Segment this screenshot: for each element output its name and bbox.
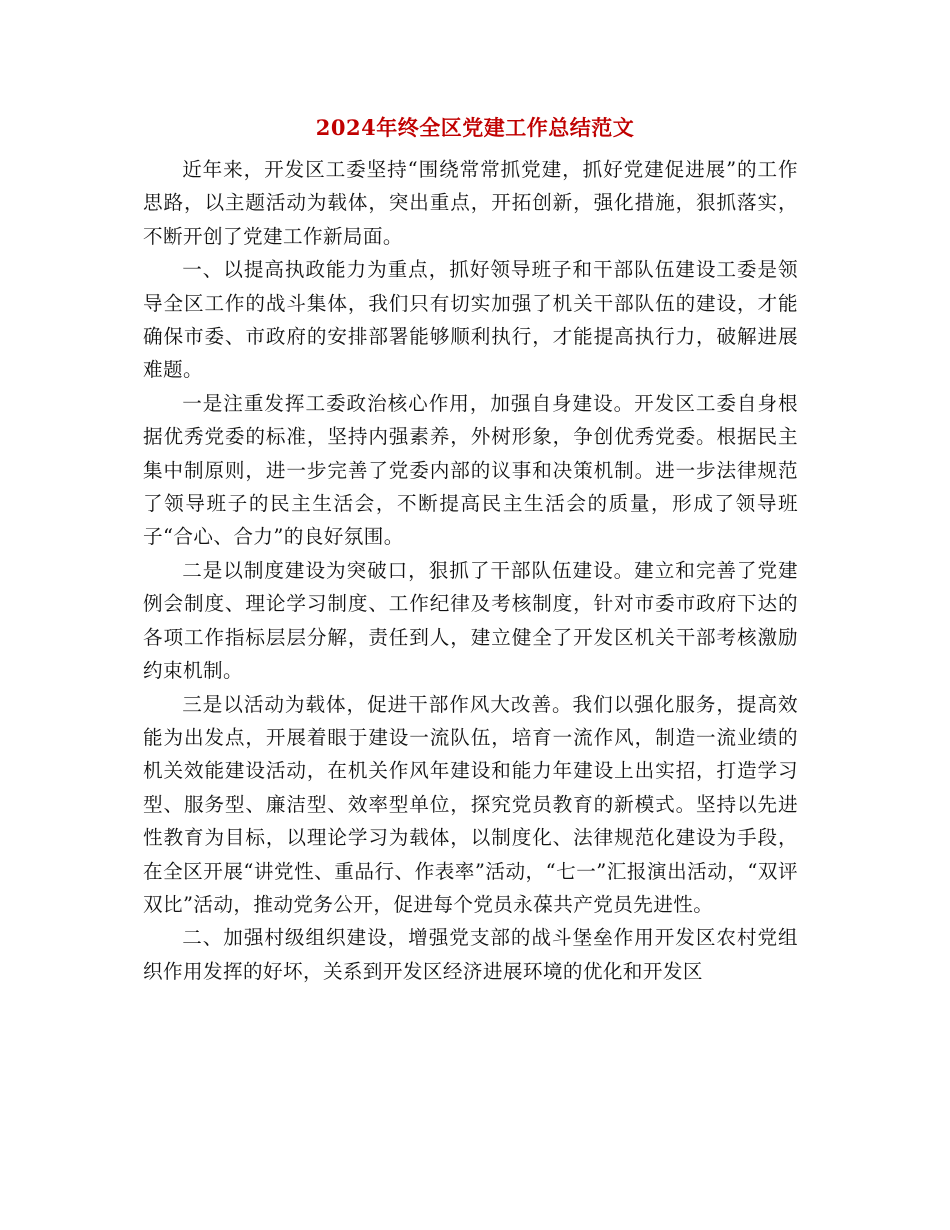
document-body xyxy=(143,153,798,988)
document-title: 2024年终全区党建工作总结范文 xyxy=(315,115,635,140)
paragraph-item-1: 一是注重发挥工委政治核心作用，加强自身建设。开发区工委自身根据优秀党委的标准，坚持内强素养，外树形象，争创优秀党委。根据民主集中制原则，进一步完善了党委内部的议事和决策机制。进一步法律规范了领导班子的民主生活会，不断提高民主生活会的质量，形成了领导班子“合心、合力”的良好氛围。 xyxy=(143,391,798,549)
paragraph-item-3: 三是以活动为载体，促进干部作风大改善。我们以强化服务，提高效能为出发点，开展着眼于建设一流队伍，培育一流作风，制造一流业绩的机关效能建设活动，在机关作风年建设和能力年建设上出实招，打造学习型、服务型、廉洁型、效率型单位，探究党员教育的新模式。坚持以先进性教育为目标，以理论学习为载体，以制度化、法律规范化建设为手段，在全区开展“讲党性、重品行、作表率”活动，“七一”汇报演出活动，“双评双比”活动，推动党务公开，促进每个党员永葆共产党员先进性。 xyxy=(143,692,798,916)
paragraph-section-2: 二、加强村级组织建设，增强党支部的战斗堡垒作用开发区农村党组织作用发挥的好坏，关系到开发区经济进展环境的优化和开发区 xyxy=(143,926,798,983)
paragraph-intro: 近年来，开发区工委坚持“围绕常常抓党建，抓好党建促进展”的工作思路，以主题活动为载体，突出重点，开拓创新，强化措施，狠抓落实，不断开创了党建工作新局面。 xyxy=(143,158,798,248)
paragraph-section-1: 一、以提高执政能力为重点，抓好领导班子和干部队伍建设工委是领导全区工作的战斗集体，我们只有切实加强了机关干部队伍的建设，才能确保市委、市政府的安排部署能够顺利执行，才能提高执行力，破解进展难题。 xyxy=(143,258,798,382)
paragraph-item-2: 二是以制度建设为突破口，狠抓了干部队伍建设。建立和完善了党建例会制度、理论学习制度、工作纪律及考核制度，针对市委市政府下达的各项工作指标层层分解，责任到人，建立健全了开发区机关干部考核激励约束机制。 xyxy=(143,558,798,683)
